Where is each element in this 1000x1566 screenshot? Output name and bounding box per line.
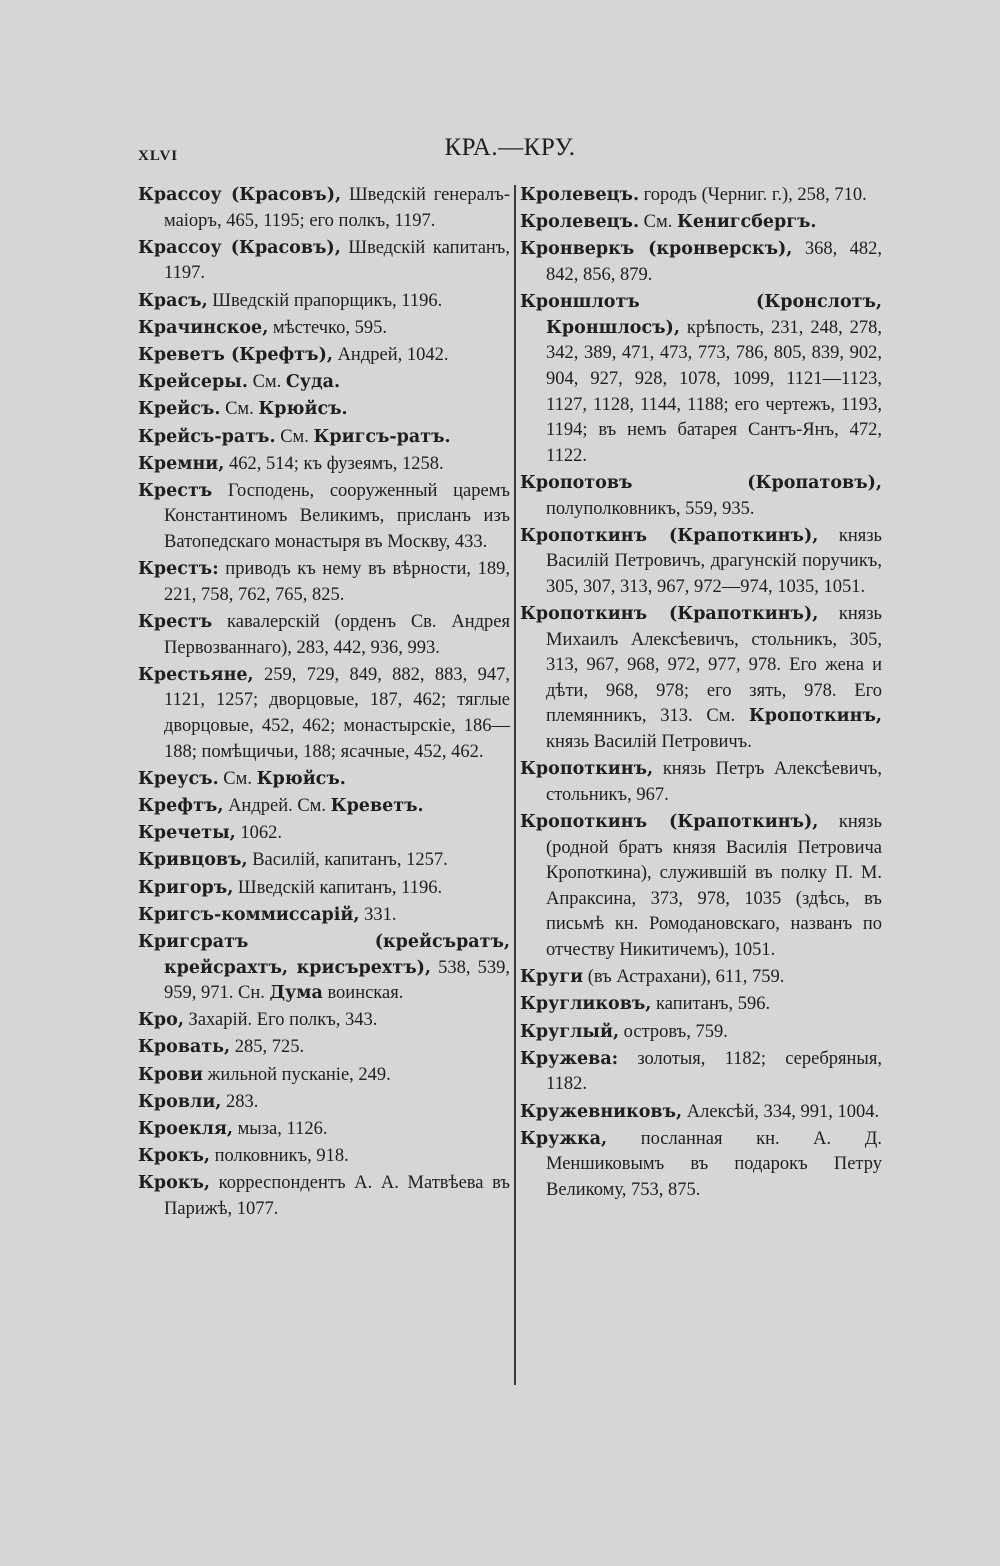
index-entry xyxy=(138,425,510,451)
entry-text: мыза, 1126. xyxy=(232,1119,328,1140)
entry-text: князь (родной братъ князя Василія Петровича Кропоткина), служившій въ полку П. М. Апраксина, 373, 978, 1035 (здѣсь, въ письмѣ кн. Ромодановскаго, названъ по отчеству Никитичемъ), 1051. xyxy=(546,812,882,960)
entry-text: князь Михаилъ Алексѣевичъ, стольникъ, 305, 313, 967, 968, 972, 977, 978. Его жена и дѣти, 968, 978; его зять, 978. Его племянникъ, 313. См. xyxy=(546,604,882,727)
entry-headword: Крачинское, xyxy=(138,317,269,338)
entry-headword: Кропотовъ (Кропатовъ), xyxy=(520,472,882,493)
entry-text: (въ Астрахани), 611, 759. xyxy=(583,967,785,988)
entry-headword: Крейсеры. xyxy=(138,372,248,393)
left-column xyxy=(138,183,510,1224)
entry-headword: Круги xyxy=(520,967,584,988)
entry-text: Шведскій прапорщикъ, 1196. xyxy=(207,290,443,311)
index-entry xyxy=(138,1144,510,1170)
entry-headword: Крейсъ-ратъ. xyxy=(138,426,276,447)
entry-text: корреспондентъ А. А. Матвѣева въ Парижѣ, 1077. xyxy=(164,1173,510,1219)
index-entry xyxy=(520,965,882,991)
entry-text: См. xyxy=(639,212,677,233)
index-entry xyxy=(138,1171,510,1222)
entry-cross-reference: Кропоткинъ, xyxy=(748,706,882,727)
entry-text: 259, 729, 849, 882, 883, 947, 1121, 1257; дворцовые, 187, 462; тяглые дворцовые, 452, 462; монастырскіе, 186—188; помѣщичьи, 188; ясачные, 452, 462. xyxy=(164,664,510,762)
entry-text: Шведскій капитанъ, 1197. xyxy=(164,237,510,284)
entry-text: кавалерскій (орденъ Св. Андрея Первозваннаго), 283, 442, 936, 993. xyxy=(164,612,510,658)
entry-headword: Крассоу (Красовъ), xyxy=(138,237,341,258)
index-entry xyxy=(138,479,510,556)
entry-headword: Крокъ, xyxy=(138,1173,210,1194)
entry-cross-reference: Крюйсъ. xyxy=(258,399,348,420)
index-entry xyxy=(138,821,510,847)
entry-headword: Кролевецъ. xyxy=(520,185,640,205)
entry-headword: Кригоръ, xyxy=(138,877,234,898)
entry-text: 1062. xyxy=(235,823,282,844)
entry-text: золотыя, 1182; серебряныя, 1182. xyxy=(546,1048,882,1095)
entry-text: островъ, 759. xyxy=(619,1021,728,1042)
entry-headword: Кропоткинъ (Крапоткинъ), xyxy=(520,525,819,546)
index-entry xyxy=(138,557,510,608)
index-entry xyxy=(520,757,882,808)
right-column xyxy=(520,183,882,1205)
index-entry xyxy=(138,1117,510,1143)
index-entry xyxy=(138,370,510,396)
entry-headword: Крестьяне, xyxy=(138,664,254,685)
entry-headword: Крестъ xyxy=(138,612,213,633)
index-entry xyxy=(520,237,882,288)
entry-headword: Крестъ xyxy=(138,480,213,501)
index-entry xyxy=(138,1063,510,1089)
entry-headword: Кригсратъ (крейсъратъ, крейсрахтъ, крисърехтъ), xyxy=(138,931,510,978)
entry-text: См. xyxy=(247,372,286,393)
entry-text: князь Василій Петровичъ, драгунскій поручикъ, 305, 307, 313, 967, 972—974, 1035, 1051. xyxy=(546,525,882,597)
entry-text: Алексѣй, 334, 991, 1004. xyxy=(682,1101,880,1122)
index-entry xyxy=(138,663,510,765)
entry-headword: Кружевниковъ, xyxy=(520,1101,683,1122)
entry-text: 538, 539, 959, 971. Сн. xyxy=(164,957,511,1004)
entry-text: Андрей, 1042. xyxy=(332,344,449,365)
entry-headword: Кропоткинъ (Крапоткинъ), xyxy=(520,812,819,832)
entry-text: капитанъ, 596. xyxy=(651,994,771,1015)
entry-headword: Крестъ: xyxy=(138,559,219,580)
entry-text: 368, 482, 842, 856, 879. xyxy=(546,239,883,285)
index-entry xyxy=(520,992,882,1018)
entry-cross-reference: Крюйсъ. xyxy=(256,768,346,789)
entry-headword: Кровать, xyxy=(138,1037,231,1058)
entry-text: городъ (Черниг. г.), 258, 710. xyxy=(639,185,867,205)
index-entry xyxy=(138,343,510,369)
entry-text: посланная кн. А. Д. Меншиковымъ въ подарокъ Петру Великому, 753, 875. xyxy=(546,1128,882,1200)
index-entry xyxy=(138,1090,510,1116)
running-head: КРА.—КРУ. xyxy=(444,134,576,161)
entry-headword: Крейсъ. xyxy=(138,399,221,420)
entry-text: Шведскій генералъ-маіоръ, 465, 1195; его полкъ, 1197. xyxy=(164,185,510,231)
entry-text: 285, 725. xyxy=(230,1037,305,1058)
index-entry xyxy=(520,810,882,964)
entry-text: Шведскій капитанъ, 1196. xyxy=(233,877,443,898)
index-entry xyxy=(138,848,510,874)
entry-headword: Кроекля, xyxy=(138,1119,233,1140)
entry-cross-reference: Креветъ. xyxy=(330,795,424,816)
entry-headword: Кропоткинъ, xyxy=(520,759,654,780)
entry-text: 331. xyxy=(359,904,397,925)
index-entry xyxy=(138,452,510,478)
entry-text: См. xyxy=(275,426,314,447)
index-entry xyxy=(520,183,882,209)
entry-headword: Крокъ, xyxy=(138,1146,210,1167)
entry-headword: Креусъ. xyxy=(138,768,219,789)
entry-text: Василій, капитанъ, 1257. xyxy=(247,850,448,871)
entry-headword: Креветъ (Крефтъ), xyxy=(138,344,333,365)
entry-cross-reference: Кенигсбергъ. xyxy=(676,212,817,233)
entry-headword: Кригсъ-коммиссарій, xyxy=(138,904,360,925)
entry-headword: Красъ, xyxy=(138,290,208,311)
entry-cross-reference: Дума xyxy=(269,983,323,1004)
entry-text-after: воинская. xyxy=(322,983,404,1004)
entry-cross-reference: Суда. xyxy=(285,372,341,393)
index-entry xyxy=(520,602,882,756)
entry-headword: Кречеты, xyxy=(138,823,236,844)
entry-text: крѣпость, 231, 248, 278, 342, 389, 471, 473, 773, 786, 805, 839, 902, 904, 927, 928, 1078, 1099, 1121—1123, 1127, 1128, 1144, 1188; его чертежъ, 1193, 1194; въ немъ батарея Сантъ-Янъ, 472, 1122. xyxy=(546,317,882,466)
index-entry xyxy=(138,610,510,661)
index-entry xyxy=(138,1035,510,1061)
index-entry xyxy=(520,1127,882,1204)
entry-headword: Кронверкъ (кронверскъ), xyxy=(520,239,793,260)
entry-text: мѣстечко, 595. xyxy=(268,317,387,338)
index-entry xyxy=(138,903,510,929)
entry-headword: Кро, xyxy=(138,1010,184,1031)
entry-headword: Крови xyxy=(138,1064,203,1085)
index-entry xyxy=(138,1008,510,1034)
entry-headword: Кроншлотъ (Кронслотъ, Кроншлосъ), xyxy=(520,292,882,338)
entry-text-after: князь Василій Петровичъ. xyxy=(546,732,752,753)
entry-text: Андрей. См. xyxy=(223,795,331,816)
entry-text: 462, 514; къ фузеямъ, 1258. xyxy=(224,453,444,474)
index-entry xyxy=(138,183,510,234)
entry-headword: Круглый, xyxy=(520,1021,620,1042)
entry-headword: Кролевецъ. xyxy=(520,212,640,233)
entry-text: Захарій. Его полкъ, 343. xyxy=(183,1010,378,1031)
index-entry xyxy=(520,290,882,469)
entry-text: полуполковникъ, 559, 935. xyxy=(546,498,755,519)
index-entry xyxy=(138,794,510,820)
entry-text: Господень, сооруженный царемъ Константиномъ Великимъ, присланъ изъ Ватопедскаго монастыря въ Москву, 433. xyxy=(164,480,510,553)
entry-text: См. xyxy=(220,399,259,420)
entry-text: жильной пусканіе, 249. xyxy=(202,1064,391,1085)
entry-headword: Кружка, xyxy=(520,1128,608,1149)
entry-headword: Крефтъ, xyxy=(138,795,224,816)
entry-text: 283. xyxy=(221,1091,259,1112)
entry-headword: Кровли, xyxy=(138,1091,222,1112)
entry-text: См. xyxy=(218,768,257,789)
entry-headword: Кремни, xyxy=(138,453,225,474)
column-divider xyxy=(514,185,516,1385)
entry-headword: Кружева: xyxy=(520,1048,619,1069)
entry-headword: Кривцовъ, xyxy=(138,850,248,871)
index-entry xyxy=(138,236,510,287)
entry-text: приводъ къ нему въ вѣрности, 189, 221, 758, 762, 765, 825. xyxy=(164,559,510,605)
index-entry xyxy=(520,524,882,601)
index-entry xyxy=(138,397,510,423)
entry-text: князь Петръ Алексѣевичъ, стольникъ, 967. xyxy=(546,759,882,805)
page-header xyxy=(0,132,1000,172)
page-number: XLVI xyxy=(138,148,179,164)
entry-headword: Крассоу (Красовъ), xyxy=(138,185,342,205)
index-entry xyxy=(138,876,510,902)
entry-headword: Кропоткинъ (Крапоткинъ), xyxy=(520,604,819,625)
index-entry xyxy=(520,471,882,522)
index-entry xyxy=(520,1047,882,1098)
entry-headword: Кругликовъ, xyxy=(520,994,652,1015)
index-entry xyxy=(138,930,510,1007)
index-entry xyxy=(138,289,510,315)
index-entry xyxy=(138,316,510,342)
entry-cross-reference: Кригсъ-ратъ. xyxy=(313,426,451,447)
index-entry xyxy=(520,210,882,236)
index-entry xyxy=(520,1100,882,1126)
entry-text: полковникъ, 918. xyxy=(209,1146,349,1167)
index-entry xyxy=(520,1020,882,1046)
index-entry xyxy=(138,767,510,793)
